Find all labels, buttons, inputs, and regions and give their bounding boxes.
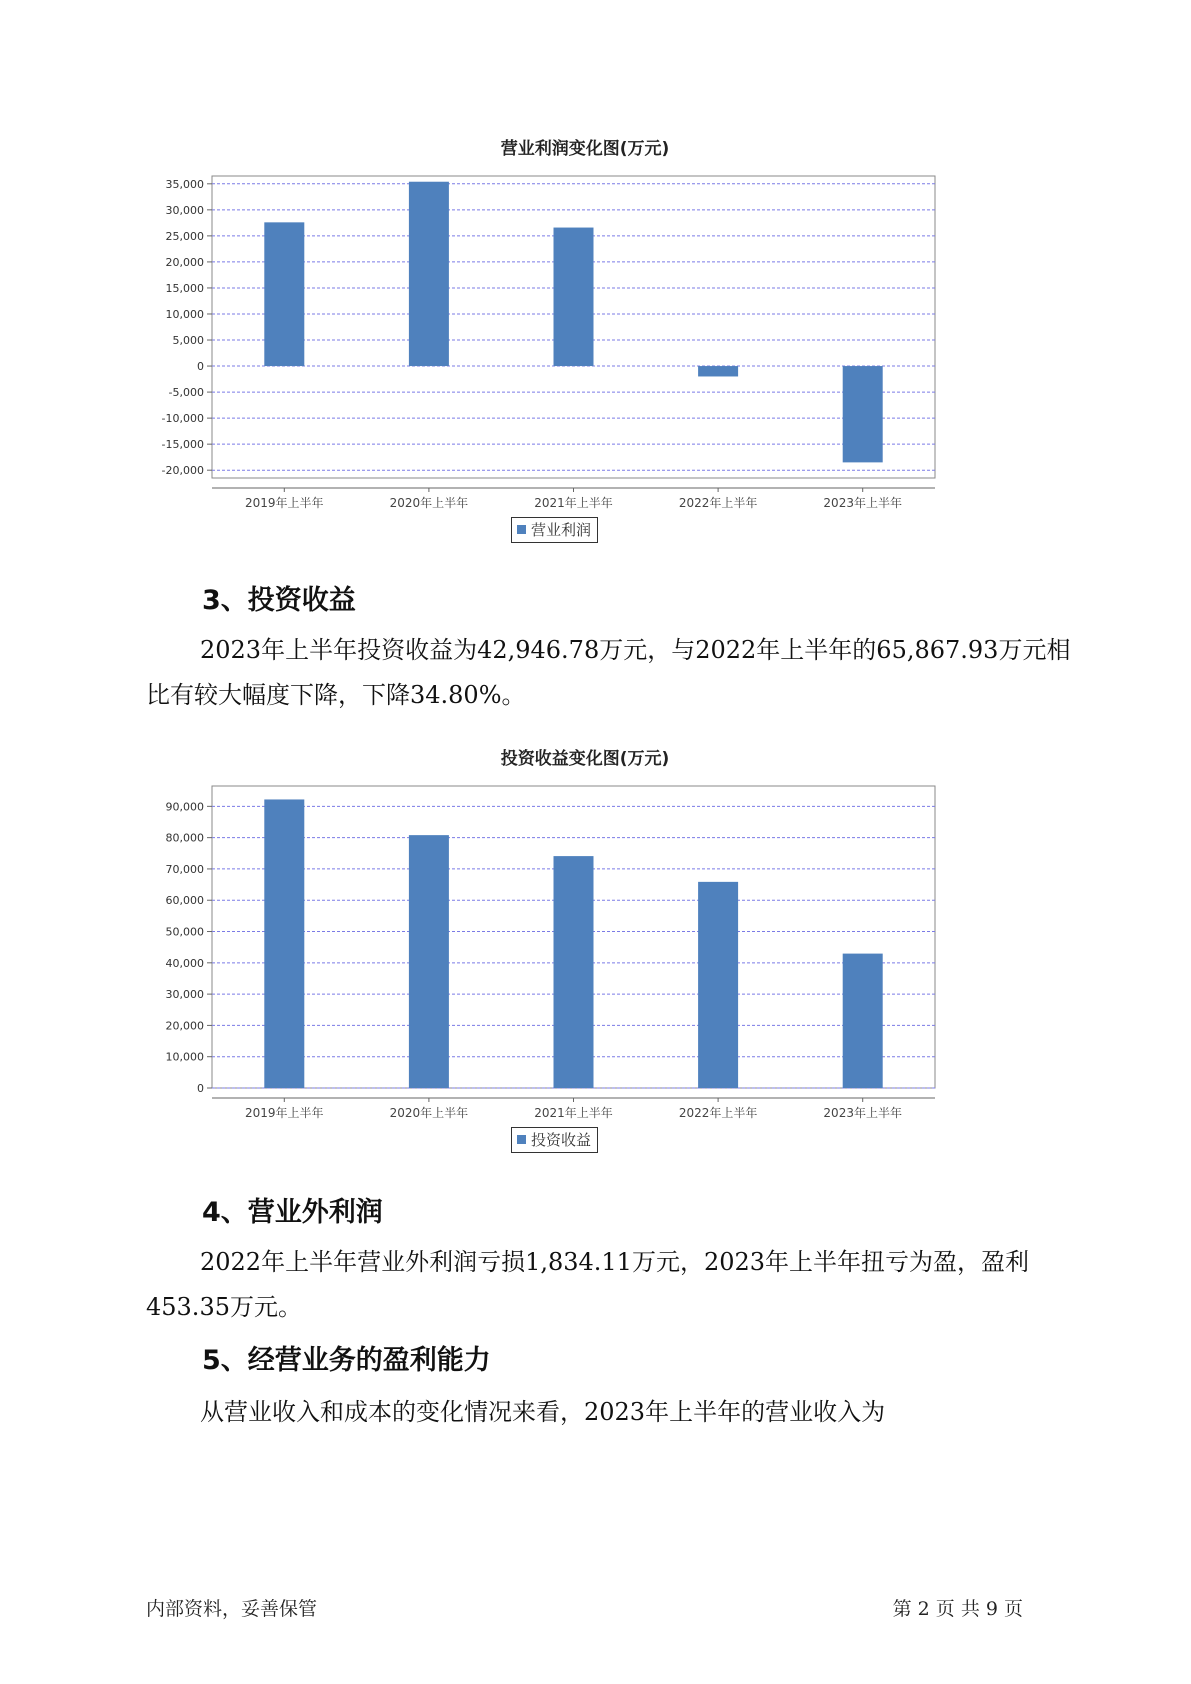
x-tick-label: 2021年上半年 xyxy=(534,496,613,510)
y-tick-label: -15,000 xyxy=(161,438,204,452)
paragraph-non-operating: 2022年上半年营业外利润亏损1,834.11万元，2023年上半年扭亏为盈，盈利453.35万元。 xyxy=(146,1248,1030,1321)
y-tick-label: 40,000 xyxy=(165,956,204,970)
y-tick-label: 15,000 xyxy=(165,281,204,295)
chart-legend xyxy=(511,1127,598,1153)
y-tick-label: 60,000 xyxy=(165,894,204,908)
bar xyxy=(843,954,883,1088)
y-tick-label: 20,000 xyxy=(165,255,204,269)
bar xyxy=(698,882,738,1088)
paragraph-investment: 2023年上半年投资收益为42,946.78万元，与2022年上半年的65,867.93万元相比有较大幅度下降，下降34.80%。 xyxy=(146,636,1071,709)
legend-label: 投资收益 xyxy=(531,1131,592,1149)
chart-title: 投资收益变化图(万元) xyxy=(500,749,670,769)
y-tick-label: 50,000 xyxy=(165,925,204,939)
bar xyxy=(264,799,304,1088)
bar xyxy=(409,182,449,366)
x-tick-label: 2023年上半年 xyxy=(823,1106,902,1120)
x-tick-label: 2019年上半年 xyxy=(245,1106,324,1120)
legend-label: 营业利润 xyxy=(531,521,592,539)
y-tick-label: 35,000 xyxy=(165,177,204,191)
chart-legend xyxy=(511,517,598,543)
x-tick-label: 2022年上半年 xyxy=(678,496,758,510)
y-tick-label: 5,000 xyxy=(172,334,204,348)
bar xyxy=(264,222,304,366)
y-tick-label: 20,000 xyxy=(165,1019,204,1033)
legend-swatch xyxy=(517,525,526,534)
y-tick-label: -20,000 xyxy=(161,464,204,478)
investment-income-chart xyxy=(150,740,1020,1160)
x-tick-label: 2020年上半年 xyxy=(389,1106,469,1120)
section-heading-non-operating: 4、营业外利润 xyxy=(202,1197,383,1228)
x-tick-label: 2023年上半年 xyxy=(823,496,902,510)
legend-swatch xyxy=(517,1135,526,1144)
y-tick-label: 0 xyxy=(197,360,204,374)
y-tick-label: 10,000 xyxy=(165,1050,204,1064)
section-heading-profitability: 5、经营业务的盈利能力 xyxy=(202,1345,491,1376)
x-tick-label: 2019年上半年 xyxy=(245,496,324,510)
y-tick-label: 10,000 xyxy=(165,307,204,321)
bar xyxy=(409,835,449,1088)
y-tick-label: 90,000 xyxy=(165,800,204,814)
operating-profit-chart-svg xyxy=(150,166,1020,546)
y-tick-label: 70,000 xyxy=(165,862,204,876)
y-tick-label: -10,000 xyxy=(161,412,204,426)
x-tick-label: 2021年上半年 xyxy=(534,1106,613,1120)
bar xyxy=(843,366,883,462)
y-tick-label: -5,000 xyxy=(168,386,204,400)
chart-title: 营业利润变化图(万元) xyxy=(500,139,670,159)
section-heading-investment: 3、投资收益 xyxy=(202,585,356,616)
operating-profit-chart xyxy=(150,130,1020,550)
footer-left: 内部资料，妥善保管 xyxy=(146,1598,318,1620)
y-tick-label: 30,000 xyxy=(165,988,204,1002)
investment-income-chart-svg xyxy=(150,776,1020,1156)
y-tick-label: 30,000 xyxy=(165,203,204,217)
bar xyxy=(554,228,594,367)
paragraph-profitability: 从营业收入和成本的变化情况来看，2023年上半年的营业收入为 xyxy=(200,1398,886,1426)
footer-page-number: 第 2 页 共 9 页 xyxy=(892,1598,1023,1620)
y-tick-label: 25,000 xyxy=(165,229,204,243)
bar xyxy=(554,856,594,1088)
y-tick-label: 80,000 xyxy=(165,831,204,845)
x-tick-label: 2020年上半年 xyxy=(389,496,469,510)
x-tick-label: 2022年上半年 xyxy=(678,1106,758,1120)
bar xyxy=(698,366,738,376)
y-tick-label: 0 xyxy=(197,1082,204,1095)
